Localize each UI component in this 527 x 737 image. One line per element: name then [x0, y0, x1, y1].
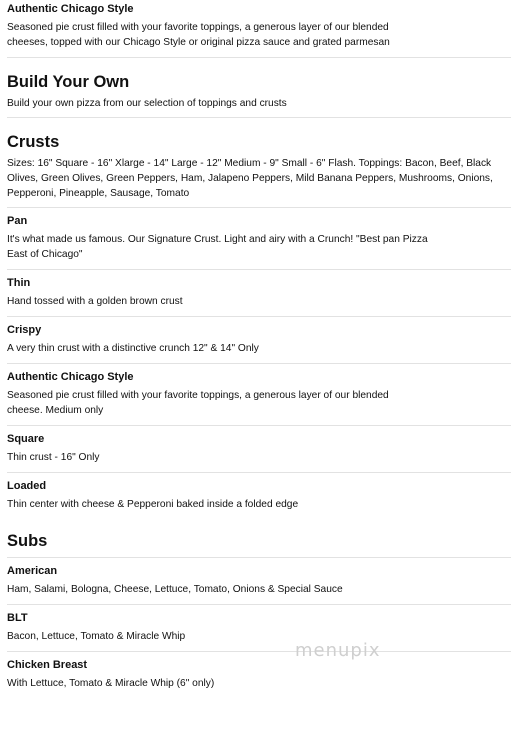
- menu-item-authentic-chicago-style: [7, 0, 511, 58]
- item-description: Thin center with cheese & Pepperoni baked inside a folded edge: [7, 499, 299, 510]
- watermark: menupix: [295, 640, 381, 661]
- item-name: American: [7, 565, 58, 577]
- item-description: It's what made us famous. Our Signature Crust. Light and airy with a Crunch! "Best pan Pizza East of Chicago": [7, 234, 428, 260]
- item-name: BLT: [7, 612, 28, 624]
- section-build-your-own: [7, 58, 511, 118]
- section-title: Crusts: [7, 133, 60, 151]
- section-title: Subs: [7, 532, 48, 550]
- section-title: Build Your Own: [7, 73, 130, 91]
- menu-item-pan: [7, 208, 511, 270]
- menu-item-authentic-chicago-style-crust: [7, 364, 511, 426]
- menu-item-thin: [7, 270, 511, 317]
- menu-item-square: [7, 426, 511, 473]
- menu-item-chicken-breast: [7, 652, 511, 698]
- section-description: Build your own pizza from our selection of toppings and crusts: [7, 98, 287, 109]
- menu-item-american: [7, 558, 511, 605]
- item-name: Loaded: [7, 480, 47, 492]
- item-description: Seasoned pie crust filled with your favorite toppings, a generous layer of our blended cheese. Medium only: [7, 390, 389, 416]
- item-name: Crispy: [7, 324, 42, 336]
- item-name: Authentic Chicago Style: [7, 3, 134, 15]
- item-name: Authentic Chicago Style: [7, 371, 134, 383]
- item-description: Ham, Salami, Bologna, Cheese, Lettuce, Tomato, Onions & Special Sauce: [7, 584, 343, 595]
- item-description: Hand tossed with a golden brown crust: [7, 296, 183, 307]
- item-name: Square: [7, 433, 45, 445]
- item-description: Bacon, Lettuce, Tomato & Miracle Whip: [7, 631, 186, 642]
- item-description: With Lettuce, Tomato & Miracle Whip (6" only): [7, 678, 215, 689]
- item-name: Thin: [7, 277, 31, 289]
- item-name: Chicken Breast: [7, 659, 88, 671]
- menu-item-crispy: [7, 317, 511, 364]
- item-description: A very thin crust with a distinctive crunch 12" & 14" Only: [7, 343, 259, 354]
- item-name: Pan: [7, 215, 28, 227]
- section-crusts: [7, 118, 511, 208]
- section-subs: [7, 519, 511, 558]
- menu-item-loaded: [7, 473, 511, 519]
- menu-item-blt: [7, 605, 511, 652]
- item-description: Thin crust - 16" Only: [7, 452, 100, 463]
- item-description: Seasoned pie crust filled with your favorite toppings, a generous layer of our blended cheeses, topped with our Chicago Style or original pizza sauce and grated parmesan: [7, 22, 390, 48]
- section-description: Sizes: 16" Square - 16" Xlarge - 14" Large - 12" Medium - 9" Small - 6" Flash. Toppings: Bacon, Beef, Black Olives, Green Olives, Green Peppers, Ham, Jalapeno Peppers, Mild Banana Peppers, Mushrooms, Onions, Pepperoni, Pineapple, Sausage, Tomato: [7, 158, 493, 199]
